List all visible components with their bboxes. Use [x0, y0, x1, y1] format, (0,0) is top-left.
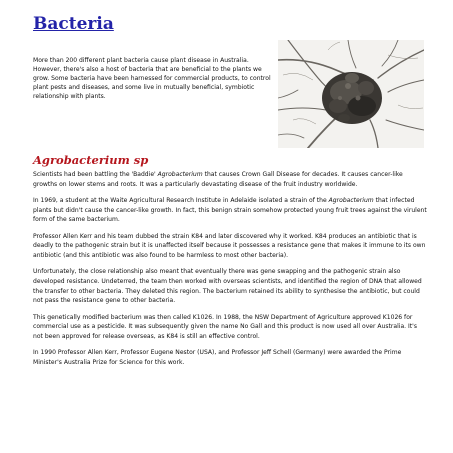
paragraph-5: This genetically modified bacterium was then called K1026. In 1988, the NSW Department of Agriculture approved K1026 for commercial use as a pesticide. It was subsequently given the name No Gall and this product is now used all over Australia. It's not been approved for release overseas, as K84 is still an effective control.	[33, 313, 417, 340]
section-heading: Agrobacterium sp	[33, 153, 149, 167]
crown-gall-photo	[278, 40, 424, 148]
paragraph-2: In 1969, a student at the Waite Agricultural Research Institute in Adelaide isolated a strain of the Agrobacterium that infected plants but didn't cause the cancer-like growth. In fact, this benign strain somehow protected young fruit trees against the virulent form of the same bacterium.	[33, 197, 427, 224]
crown-gall-image	[278, 40, 424, 148]
page-title: Bacteria	[33, 14, 114, 34]
paragraph-6: In 1990 Professor Allen Kerr, Professor Eugene Nestor (USA), and Professor Jeff Schell (Germany) were awarded the Prime Minister's Australia Prize for Science for this work.	[33, 349, 402, 366]
paragraph-4: Unfortunately, the close relationship also meant that eventually there was gene swapping and the pathogenic strain also developed resistance. Undeterred, the team then worked with overseas scientists, and identified the region of DNA that allowed the transfer to other bacteria. They deleted this region. The bacterium retained its ability to synthesise the antibiotic, but could not pass the resistance gene to other bacteria.	[33, 268, 422, 305]
intro-paragraph: More than 200 different plant bacteria cause plant disease in Australia. However, there's also a host of bacteria that are beneficial to the plants we grow. Some bacteria have been harnessed for commercial products, to control plant pests and diseases, and some live in mutually beneficial, symbiotic relationship with plants.	[33, 57, 271, 100]
paragraph-1: Scientists had been battling the 'Baddie' Agrobacterium that causes Crown Gall Disease for decades. It causes cancer-like growths on lower stems and roots. It was a particularly devastating disease of the fruit industry worldwide.	[33, 171, 403, 188]
paragraph-3: Professor Allen Kerr and his team dubbed the strain K84 and later discovered why it worked. K84 produces an antibiotic that is deadly to the pathogenic strain but it is unaffected itself because it possesses a resistance gene that makes it immune to its own antibiotic (and this antibiotic was also found to be harmless to most other bacteria).	[33, 232, 426, 259]
article-body	[33, 170, 428, 374]
